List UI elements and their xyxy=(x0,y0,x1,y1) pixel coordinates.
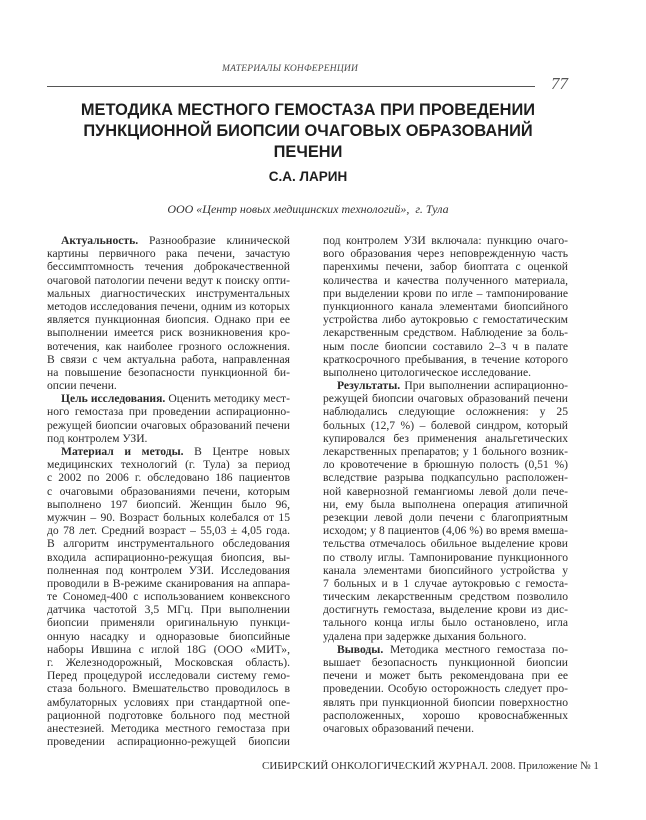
text-line: мужчин – 90. Возраст больных колебался от 15 xyxy=(47,510,290,524)
text-line: выполнено 197 биопсий. Женщин было 96, xyxy=(47,497,290,511)
left-column xyxy=(47,234,290,748)
paragraph xyxy=(323,234,568,379)
text-line: паренхимы печени, забор биоптата с оценкой xyxy=(323,260,568,274)
text-line: методов исследования печени, одним из которых xyxy=(47,299,290,313)
text-line: купировался без применения анальгетических xyxy=(323,431,568,445)
text-line: ной кавернозной гемангиомы левой доли пече- xyxy=(323,484,568,498)
author: С.А. ЛАРИН xyxy=(268,169,348,184)
text-line: вследствие разрыва подкапсульно расположен- xyxy=(323,471,568,485)
text-line: до 78 лет. Средний возраст – 55,03 ± 4,05 года. xyxy=(47,524,290,538)
text-line: под контролем УЗИ включала: пункцию очаго- xyxy=(323,234,568,247)
text-line: исходом; у 8 пациентов (4,06 %) во время вмеша- xyxy=(323,524,568,538)
text-line: удалена при задержке дыхания больного. xyxy=(323,629,527,643)
text-line: тального конца иглы было остановлено, игла xyxy=(323,616,568,630)
text-line: стаза больного. Вмешательство проводилось в xyxy=(47,682,290,696)
text-line: Выводы. Методика местного гемостаза по- xyxy=(337,642,568,656)
text-line: очаговой патологии печени ведут к поиску опти- xyxy=(47,273,290,287)
text-line: мальных диагностических инструментальных xyxy=(47,286,290,300)
text-line: выполнено цитологическое исследование. xyxy=(323,365,531,379)
header-rule xyxy=(47,86,535,87)
text-line: под контролем УЗИ. xyxy=(47,431,148,445)
text-line: те Сономед-400 с использованием конвексного xyxy=(47,590,290,604)
text-line: Материал и методы. В Центре новых xyxy=(61,445,290,458)
text-line: проводили в В-режиме сканирования на аппара- xyxy=(47,576,290,590)
text-line: бессимптомность течения доброкачественной xyxy=(47,260,290,274)
text-line: проведении. Особую осторожность следует про- xyxy=(323,682,568,696)
text-line: количества и качества полученного материала, xyxy=(323,273,568,287)
text-line: ного гемостаза при проведении аспирационно- xyxy=(47,405,290,419)
text-line: картины первичного рака печени, зачастую xyxy=(47,247,290,261)
text-line: очаговых образований печени. xyxy=(323,721,474,735)
text-line: тельства отмечалось обильное выделение крови xyxy=(323,537,568,551)
text-line: лекарственным средством. Наблюдение за боль- xyxy=(323,326,568,340)
text-line: вотечения, как наиболее грозного осложнения. xyxy=(47,339,290,353)
text-line: проведении аспирационно-режущей биопсии xyxy=(47,735,290,749)
text-line: датчика частотой 3,5 МГц. При выполнении xyxy=(47,603,290,617)
text-line: краткосрочного пребывания, в течение которого xyxy=(323,352,568,366)
text-line: Цель исследования. Оценить методику мест- xyxy=(61,392,290,406)
text-line: тическим лекарственным средством позволило xyxy=(323,590,568,604)
text-line: вого образования через неповрежденную часть xyxy=(323,247,568,261)
text-line: г. Железнодорожный, Московская область). xyxy=(47,656,290,669)
section-heading: Результаты. xyxy=(337,379,401,393)
text-line: Актуальность. Разнообразие клинической xyxy=(61,234,290,247)
text-line: вышает безопасность пункционной биопсии xyxy=(323,656,568,669)
text-line: рационной подготовке больного под местной xyxy=(47,708,290,722)
text-line: на повышение безопасности пункционной би- xyxy=(47,365,290,379)
text-line: по стволу иглы. Тампонирование пункционного xyxy=(323,550,568,564)
title-line: ПУНКЦИОННОЙ БИОПСИИ ОЧАГОВЫХ ОБРАЗОВАНИЙ xyxy=(83,122,533,140)
text-line: Перед процедурой исследовали систему гемо- xyxy=(47,669,290,683)
text-line: ным после биопсии составило 2–3 ч в палате xyxy=(323,339,568,353)
title-line: ПЕЧЕНИ xyxy=(273,143,343,161)
text-line: лекарственных препаратов; у 1 больного возник- xyxy=(323,445,568,458)
text-line: при выделении крови по игле – тампонирование xyxy=(323,286,568,300)
text-line: биопсии применяли оригинальную пункци- xyxy=(47,616,290,630)
section-heading: Цель исследования. xyxy=(61,392,166,406)
text-line: наблюдались следующие осложнения: у 25 xyxy=(323,405,568,419)
article-title xyxy=(40,100,576,163)
text-line: резекции левой доли печени с благоприятным xyxy=(323,510,568,524)
text-line: В связи с чем актуальна работа, направленная xyxy=(47,352,290,366)
text-line: с очаговыми образованиями печени, которым xyxy=(47,484,290,498)
text-line: амбулаторных условиях при стандартной опе- xyxy=(47,695,290,709)
text-line: медицинских технологий (г. Тула) за период xyxy=(47,458,290,472)
text-line: опсии печени. xyxy=(47,379,117,393)
text-line: достигнуть гемостаза, выделение крови из дис- xyxy=(323,603,568,617)
section-heading: Актуальность. xyxy=(61,234,139,247)
text-line: наборы Ившина с иглой 18G (ООО «МИТ», xyxy=(47,642,290,656)
right-column xyxy=(323,234,568,735)
text-line: ло кровотечение в брюшную полость (0,51 %) xyxy=(323,458,568,472)
paragraph xyxy=(323,379,568,643)
text-line: режущей биопсии очаговых образований печени xyxy=(323,392,568,406)
text-line: пункционного канала элементами биопсийного xyxy=(323,299,568,313)
paragraph xyxy=(47,234,290,392)
text-line: входила аспирационно-режущая биопсия, вы- xyxy=(47,550,290,564)
text-line: печени и может быть рекомендована при ее xyxy=(323,669,568,683)
text-line: онную насадку и одноразовые биопсийные xyxy=(47,629,290,643)
paragraph xyxy=(47,392,290,445)
text-line: больных (12,7 %) – болевой синдром, который xyxy=(323,418,568,432)
text-line: является пункционная биопсия. Однако при ее xyxy=(47,313,290,327)
text-line: канала элементами биопсийного устройства у xyxy=(323,563,568,577)
text-line: режущей биопсии очаговых образований печени xyxy=(47,418,290,432)
title-line: МЕТОДИКА МЕСТНОГО ГЕМОСТАЗА ПРИ ПРОВЕДЕНИИ xyxy=(80,101,536,119)
paragraph xyxy=(323,643,568,735)
text-line: расположенных, хорошо кровоснабженных xyxy=(323,708,568,722)
text-line: с 2002 по 2006 г. обследовано 186 пациентов xyxy=(47,471,290,485)
text-line: анестезией. Методика местного гемостаза при xyxy=(47,721,290,735)
page-number: 77 xyxy=(551,74,568,93)
text-line: устройства либо аутокровью с гемостатическим xyxy=(323,313,568,327)
paragraph xyxy=(47,445,290,748)
section-heading: Материал и методы. xyxy=(61,445,184,458)
affiliation: ООО «Центр новых медицинских технологий», г. Тула xyxy=(167,202,449,216)
text-line: 7 больных и в 1 случае аутокровью с гемоста- xyxy=(323,576,568,590)
text-line: полненная под контролем УЗИ. Исследования xyxy=(47,563,290,577)
text-line: В алгоритм инструментального обследования xyxy=(47,537,290,551)
journal-footer: СИБИРСКИЙ ОНКОЛОГИЧЕСКИЙ ЖУРНАЛ. 2008. Приложение № 1 xyxy=(262,760,599,772)
text-line: выполнении имеется риск возникновения кро- xyxy=(47,326,290,340)
running-head: МАТЕРИАЛЫ КОНФЕРЕНЦИИ xyxy=(221,64,359,74)
text-line: Результаты. При выполнении аспирационно- xyxy=(337,379,568,393)
text-line: являть при пункционной биопсии поверхностно xyxy=(323,695,568,709)
section-heading: Выводы. xyxy=(337,642,384,656)
text-line: ни, ему была выполнена операция атипичной xyxy=(323,497,568,511)
